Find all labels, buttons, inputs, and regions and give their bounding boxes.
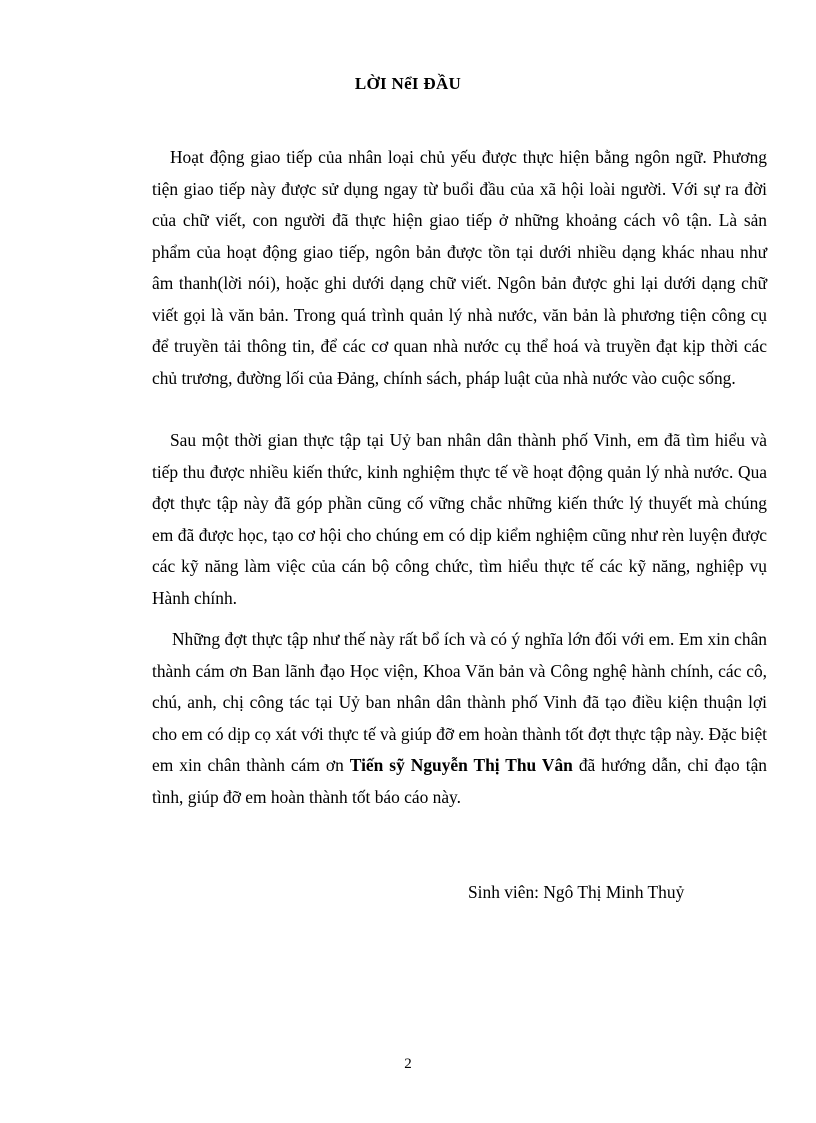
advisor-name: Tiến sỹ Nguyễn Thị Thu Vân (349, 755, 573, 775)
acknowledgement-text-end: đã hướng dẫn, chỉ đạo tận tình, giúp đỡ em hoàn thành tốt báo cáo này. (152, 755, 767, 807)
document-title: LỜI NểI ĐẦU (354, 74, 462, 93)
acknowledgement-text: Những đợt thực tập như thế này rất bổ ích và có ý nghĩa lớn đối với em. Em xin chân thành cám ơn Ban lãnh đạo Học viện, Khoa Văn bản và Công nghệ hành chính, các cô, chú, anh, chị công tác tại Uỷ ban nhân dân thành phố Vinh đã tạo điều kiện thuận lợi cho em có dịp cọ xát với thực tế và giúp đỡ em hoàn thành tốt đợt thực tập này. Đặc biệt em xin chân thành cám ơn (152, 629, 767, 775)
paragraph-internship: Sau một thời gian thực tập tại Uỷ ban nhân dân thành phố Vinh, em đã tìm hiểu và tiếp thu được nhiều kiến thức, kinh nghiệm thực tế về hoạt động quản lý nhà nước. Qua đợt thực tập này đã góp phần cũng cố vững chắc những kiến thức lý thuyết mà chúng em đã được học, tạo cơ hội cho chúng em có dịp kiểm nghiệm cũng như rèn luyện được các kỹ năng làm việc của cán bộ công chức, tìm hiểu thực tế các kỹ năng, nghiệp vụ Hành chính. (152, 430, 767, 608)
page-number: 2 (404, 1056, 412, 1072)
paragraph-acknowledgement (152, 624, 767, 813)
student-signature: Sinh viên: Ngô Thị Minh Thuỷ (468, 882, 685, 902)
paragraph-intro: Hoạt động giao tiếp của nhân loại chủ yếu được thực hiện bằng ngôn ngữ. Phương tiện giao tiếp này được sử dụng ngay từ buổi đầu của xã hội loài người. Với sự ra đời của chữ viết, con người đã thực hiện giao tiếp ở những khoảng cách vô tận. Là sản phẩm của hoạt động giao tiếp, ngôn bản được tồn tại dưới nhiều dạng khác nhau như âm thanh(lời nói), hoặc ghi dưới dạng chữ viết. Ngôn bản được ghi lại dưới dạng chữ viết gọi là văn bản. Trong quá trình quản lý nhà nước, văn bản là phương tiện công cụ để truyền tải thông tin, để các cơ quan nhà nước cụ thể hoá và truyền đạt kịp thời các chủ trương, đường lối của Đảng, chính sách, pháp luật của nhà nước vào cuộc sống. (152, 147, 767, 388)
